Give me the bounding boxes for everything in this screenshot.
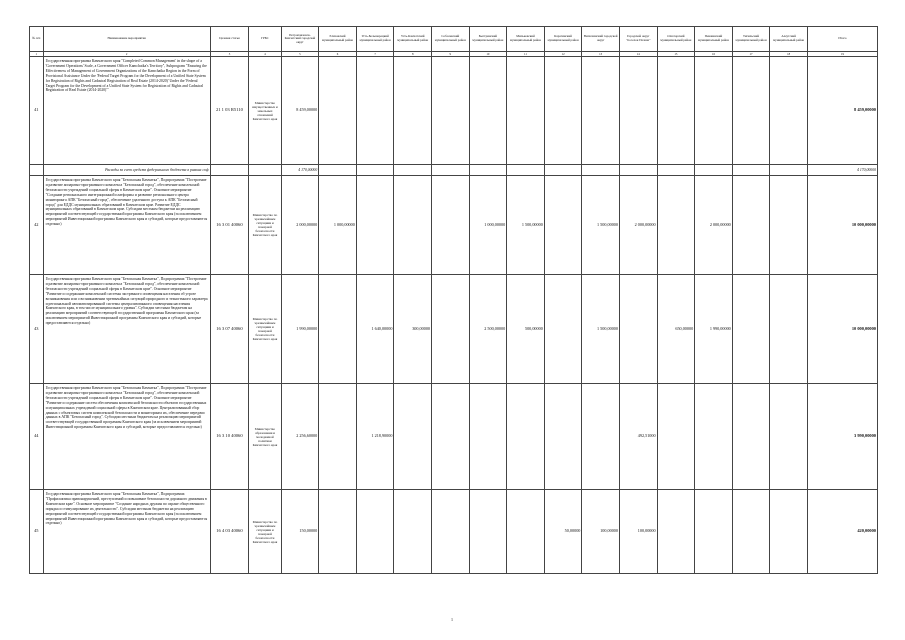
header-cell: Пенжинский муниципальный район [695, 27, 733, 52]
row-total: 3 990,00000 [807, 384, 877, 490]
value-cell: 1 500,00000 [582, 176, 620, 275]
value-cell: 500,00000 [507, 275, 545, 384]
value-cell [695, 57, 733, 165]
value-cell [582, 57, 620, 165]
table-row [30, 57, 878, 165]
value-cell [544, 275, 582, 384]
row-description: Государственная программа Камчатского края "Completed Common Management' in the shape of a 'Government Operations' Scale, a Government Officer Kamchatka's Territory", Subprogram "Ensuring the Effectiveness of Management of Government Organizations of the Kamchatka Region in the Form of Provisional Assistance Under the 'Federal Target Program for the Development of a Unified State System for Registration of Rights and Cadastral Registration of Real Estate (2014-2020)' Under the 'Federal Target Program for the Development of a Unified State System for Registration of Rights and Cadastral Registration of Real Estate (2014-2020)'" [43, 57, 210, 165]
table-row [30, 490, 878, 574]
value-cell [732, 490, 770, 574]
value-cell: 2 500,00000 [469, 275, 507, 384]
value-cell [432, 176, 470, 275]
row-number: 45 [30, 490, 44, 574]
page-number: 1 [451, 617, 453, 622]
row-description: Государственная программа Камчатского края "Безопасная Камчатка", Подпрограмма "Построение и развитие аппаратно-программного комплекса "Безопасный город", обеспечение комплексной безопасности учреждений социальной сферы в Камчатском крае". Основное мероприятие "Развитие и содержание комплексной системы экстренного оповещения населения об угрозе возникновения или о возникновении чрезвычайных ситуаций природного и техногенного характера и региональной автоматизированной системы централизованного оповещения населения Камчатского края, в том числе муниципального уровня". Субсидии местным бюджетам на реализацию мероприятий соответствующей государственной программы Камчатского края (за исключением мероприятий Инвестиционной программы Камчатского края и субсидий, которые предоставляются отдельно) [43, 275, 210, 384]
value-cell [432, 384, 470, 490]
header-cell: Олюторский муниципальный район [657, 27, 695, 52]
column-number: 6 [319, 52, 357, 57]
value-cell: 1 000,00000 [469, 176, 507, 275]
value-cell: 8 459,00000 [281, 57, 319, 165]
header-cell: Итого [807, 27, 877, 52]
note-row [30, 165, 878, 176]
value-cell: 100,00000 [619, 490, 657, 574]
value-cell: 1 000,00000 [319, 176, 357, 275]
row-number: 41 [30, 57, 44, 165]
column-number: 12 [544, 52, 582, 57]
row-administrator: Министерство по чрезвычайным ситуациям и пожарной безопасности Камчатского края [249, 275, 281, 384]
value-cell [432, 275, 470, 384]
row-description: Государственная программа Камчатского края "Безопасная Камчатка", Подпрограмма "Профилактика правонарушений, преступлений и повышение безопасности дорожного движения в Камчатском крае". Основное мероприятие "Создание народных дружин по охране общественного порядка и стимулирование их деятельности". Субсидии местным бюджетам на реализацию мероприятий соответствующей государственной программы Камчатского края (за исключением мероприятий Инвестиционной программы Камчатского края и субсидий, которые предоставляются отдельно) [43, 490, 210, 574]
column-number: 10 [469, 52, 507, 57]
value-cell [319, 490, 357, 574]
value-cell [657, 384, 695, 490]
header-cell: Соболевский муниципальный район [432, 27, 470, 52]
header-cell: Вилючинский городской округ [582, 27, 620, 52]
value-cell [469, 384, 507, 490]
value-cell [544, 176, 582, 275]
row-target-code: 16 3 07 40060 [210, 275, 249, 384]
row-number: 43 [30, 275, 44, 384]
row-number: 44 [30, 384, 44, 490]
value-cell: 300,00000 [394, 275, 432, 384]
value-cell [770, 275, 808, 384]
header-cell: № п/п [30, 27, 44, 52]
note-text: Расходы за счет средств федерального бюджета в рамках соф [43, 165, 210, 176]
value-cell: 2 000,00000 [695, 176, 733, 275]
row-target-code: 16 4 03 40060 [210, 490, 249, 574]
column-number: 13 [582, 52, 620, 57]
header-cell: Алеутский муниципальный район [770, 27, 808, 52]
value-cell: 2 256,60000 [281, 384, 319, 490]
value-cell: 1 218,90000 [356, 384, 394, 490]
header-cell: Быстринский муниципальный район [469, 27, 507, 52]
column-number: 15 [657, 52, 695, 57]
row-description: Государственная программа Камчатского края "Безопасная Камчатка", Подпрограмма "Построение и развитие аппаратно-программного комплекса "Безопасный город", обеспечение комплексной безопасности учреждений социальной сферы в Камчатском крае". Основное мероприятие "Развитие и содержание систем обеспечения комплексной безопасности объектов государственных и муниципальных учреждений социальной сферы в Камчатском крае. Централизованный сбор данных с объектовых систем комплексной безопасности и мониторинга их, обеспечение передачи данных в АПК "Безопасный город". Субсидии местным бюджетам на реализацию мероприятий соответствующей государственной программы Камчатского края (за исключением мероприятий Инвестиционной программы Камчатского края и субсидий, которые предоставляются отдельно) [43, 384, 210, 490]
row-description: Государственная программа Камчатского края "Безопасная Камчатка", Подпрограмма "Построение и развитие аппаратно-программного комплекса "Безопасный город", обеспечение комплексной безопасности учреждений социальной сферы в Камчатском крае". Основное мероприятие "Создание регионального интеграционной платформы и развитие регионального центра мониторинга АПК "Безопасный город", обеспечение удаленного доступа к АПК "Безопасный город" для ЕДДС муниципальных образований в Камчатском крае. Развитие ЕДДС муниципальных образований в Камчатском крае. Субсидии местным бюджетам на реализацию мероприятий соответствующей государственной программы Камчатского края (за исключением мероприятий Инвестиционной программы Камчатского края и субсидий, которые предоставляются отдельно) [43, 176, 210, 275]
row-target-code: 21 1 03 R5110 [210, 57, 249, 165]
value-cell [507, 384, 545, 490]
value-cell [544, 57, 582, 165]
subsidy-distribution-table [29, 26, 878, 574]
row-total: 10 000,00000 [807, 275, 877, 384]
table-row [30, 176, 878, 275]
column-number: 19 [807, 52, 877, 57]
header-row [30, 27, 878, 52]
row-administrator: Министерство образования и молодежной политики Камчатского края [249, 384, 281, 490]
column-number: 14 [619, 52, 657, 57]
row-total: 420,00000 [807, 490, 877, 574]
value-cell [432, 490, 470, 574]
value-cell: 1 500,00000 [582, 275, 620, 384]
column-number: 18 [770, 52, 808, 57]
row-target-code: 16 3 01 40060 [210, 176, 249, 275]
header-cell: Целевая статья [210, 27, 249, 52]
column-number: 16 [695, 52, 733, 57]
value-cell [356, 490, 394, 574]
header-cell: ГРБС [249, 27, 281, 52]
note-total: 4 170,00000 [807, 165, 877, 176]
value-cell: 1 990,00000 [281, 275, 319, 384]
value-cell [394, 384, 432, 490]
header-cell: Елизовский муниципальный район [319, 27, 357, 52]
value-cell [507, 57, 545, 165]
value-cell [582, 384, 620, 490]
value-cell [507, 490, 545, 574]
column-number: 1 [30, 52, 44, 57]
value-cell [732, 176, 770, 275]
column-number: 4 [249, 52, 281, 57]
value-cell [432, 57, 470, 165]
value-cell [770, 384, 808, 490]
value-cell: 50,00000 [544, 490, 582, 574]
value-cell: 2 000,00000 [619, 176, 657, 275]
column-number: 3 [210, 52, 249, 57]
column-number: 5 [281, 52, 319, 57]
value-cell [319, 57, 357, 165]
value-cell [319, 275, 357, 384]
value-cell [657, 176, 695, 275]
column-number: 7 [356, 52, 394, 57]
value-cell: 1 640,00000 [356, 275, 394, 384]
row-administrator: Министерство имущественных и земельных отношений Камчатского края [249, 57, 281, 165]
value-cell [770, 490, 808, 574]
table-row [30, 384, 878, 490]
value-cell [770, 57, 808, 165]
column-number: 9 [432, 52, 470, 57]
row-total: 8 459,00000 [807, 57, 877, 165]
value-cell [394, 57, 432, 165]
value-cell [394, 490, 432, 574]
header-cell: Усть-Камчатский муниципальный район [394, 27, 432, 52]
value-cell [732, 57, 770, 165]
row-administrator: Министерство по чрезвычайным ситуациям и пожарной безопасности Камчатского края [249, 490, 281, 574]
value-cell [619, 57, 657, 165]
value-cell: 100,00000 [582, 490, 620, 574]
row-target-code: 16 3 10 40060 [210, 384, 249, 490]
header-cell: Мильковский муниципальный район [507, 27, 545, 52]
header-cell: Карагинский муниципальный район [544, 27, 582, 52]
value-cell [469, 490, 507, 574]
value-cell [770, 176, 808, 275]
value-cell: 650,00000 [657, 275, 695, 384]
value-cell [394, 176, 432, 275]
value-cell [732, 384, 770, 490]
column-number: 8 [394, 52, 432, 57]
table-row [30, 275, 878, 384]
value-cell [657, 57, 695, 165]
header-cell: Усть-Большерецкий муниципальный район [356, 27, 394, 52]
header-cell: Петропавловск-Камчатский городской округ [281, 27, 319, 52]
value-cell: 1 500,00000 [507, 176, 545, 275]
value-cell [619, 275, 657, 384]
header-cell: Наименование мероприятия [43, 27, 210, 52]
value-cell [356, 57, 394, 165]
document-page [29, 26, 878, 574]
value-cell: 1 990,00000 [695, 275, 733, 384]
row-administrator: Министерство по чрезвычайным ситуациям и пожарной безопасности Камчатского края [249, 176, 281, 275]
header-cell: Городской округ "поселок Палана" [619, 27, 657, 52]
value-cell [469, 57, 507, 165]
value-cell: 150,00000 [281, 490, 319, 574]
value-cell [319, 384, 357, 490]
row-number: 42 [30, 176, 44, 275]
value-cell [356, 176, 394, 275]
column-number: 17 [732, 52, 770, 57]
note-value: 4 170,00000 [281, 165, 319, 176]
value-cell [732, 275, 770, 384]
value-cell [695, 384, 733, 490]
value-cell [657, 490, 695, 574]
column-number: 2 [43, 52, 210, 57]
column-number: 11 [507, 52, 545, 57]
header-cell: Тигильский муниципальный район [732, 27, 770, 52]
value-cell: 2 000,00000 [281, 176, 319, 275]
row-total: 10 000,00000 [807, 176, 877, 275]
value-cell [544, 384, 582, 490]
value-cell [695, 490, 733, 574]
value-cell: 492,51000 [619, 384, 657, 490]
